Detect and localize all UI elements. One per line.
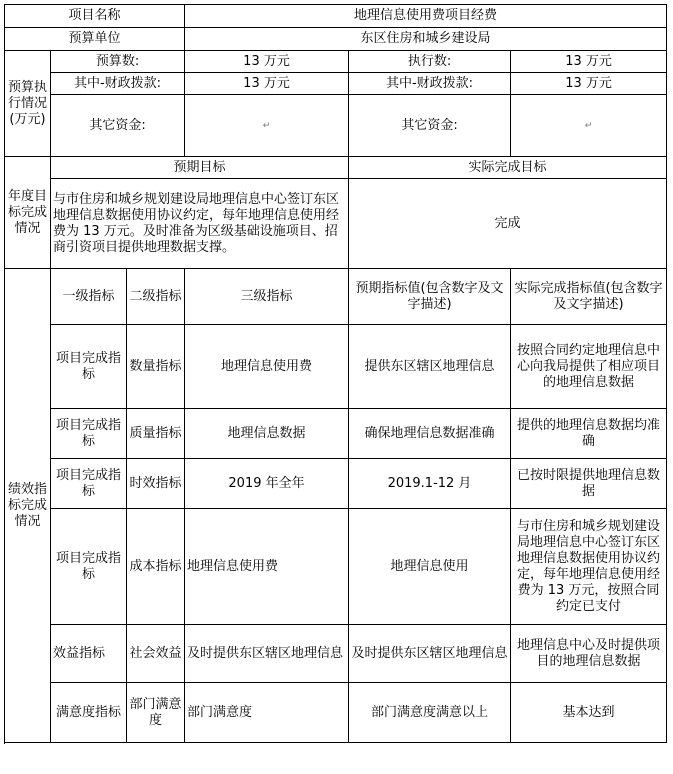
table-row-level2: 部门满意度 bbox=[127, 683, 185, 743]
table-row-level2: 时效指标 bbox=[127, 459, 185, 509]
table-row-expected: 确保地理信息数据准确 bbox=[349, 409, 511, 459]
budget-unit-label: 预算单位 bbox=[5, 28, 185, 51]
actual-goal-text: 完成 bbox=[349, 179, 667, 269]
budget-fiscal-label: 其中-财政拨款: bbox=[51, 73, 185, 95]
table-row-level1: 项目完成指标 bbox=[51, 459, 127, 509]
table-row-level1: 效益指标 bbox=[51, 625, 127, 683]
table-row-level3: 地理信息使用费 bbox=[185, 509, 349, 625]
table-row-level1: 满意度指标 bbox=[51, 683, 127, 743]
table-row-level2: 社会效益 bbox=[127, 625, 185, 683]
project-name-value: 地理信息使用费项目经费 bbox=[185, 5, 667, 28]
project-name-label: 项目名称 bbox=[5, 5, 185, 28]
table-row-actual: 已按时限提供地理信息数据 bbox=[511, 459, 667, 509]
executed-other-funds-label: 其它资金: bbox=[349, 95, 511, 157]
table-row-level3: 2019 年全年 bbox=[185, 459, 349, 509]
table-row-actual: 基本达到 bbox=[511, 683, 667, 743]
executed-fiscal-value: 13 万元 bbox=[511, 73, 667, 95]
executed-fiscal-label: 其中-财政拨款: bbox=[349, 73, 511, 95]
budget-other-funds-value: ↵ bbox=[185, 95, 349, 157]
expected-value-header: 预期指标值(包含数字及文字描述) bbox=[349, 269, 511, 325]
expected-goal-header: 预期目标 bbox=[51, 157, 349, 179]
table-row-expected: 及时提供东区辖区地理信息 bbox=[349, 625, 511, 683]
budget-amount-value: 13 万元 bbox=[185, 51, 349, 73]
table-row-level3: 部门满意度 bbox=[185, 683, 349, 743]
level1-header: 一级指标 bbox=[51, 269, 127, 325]
annual-goal-section-label: 年度目标完成情况 bbox=[5, 157, 51, 269]
table-row-level1: 项目完成指标 bbox=[51, 325, 127, 409]
table-row-level2: 成本指标 bbox=[127, 509, 185, 625]
table-row-level1: 项目完成指标 bbox=[51, 409, 127, 459]
table-row-actual: 按照合同约定地理信息中心向我局提供了相应项目的地理信息数据 bbox=[511, 325, 667, 409]
budget-fiscal-value: 13 万元 bbox=[185, 73, 349, 95]
executed-other-funds-value: ↵ bbox=[511, 95, 667, 157]
table-row-actual: 提供的地理信息数据均准确 bbox=[511, 409, 667, 459]
performance-table bbox=[4, 4, 667, 743]
table-row-expected: 提供东区辖区地理信息 bbox=[349, 325, 511, 409]
expected-goal-text: 与市住房和城乡规划建设局地理信息中心签订东区地理信息数据使用协议约定，每年地理信息使用经费为 13 万元。及时准备为区级基础设施项目、招商引资项目提供地理数据支撑。 bbox=[51, 179, 349, 269]
table-row-actual: 与市住房和城乡规划建设局地理信息中心签订东区地理信息数据使用协议约定，每年地理信息使用经费为 13 万元，按照合同约定已支付 bbox=[511, 509, 667, 625]
table-row-level3: 及时提供东区辖区地理信息 bbox=[185, 625, 349, 683]
table-row-level2: 质量指标 bbox=[127, 409, 185, 459]
budget-unit-value: 东区住房和城乡建设局 bbox=[185, 28, 667, 51]
table-row-expected: 2019.1-12 月 bbox=[349, 459, 511, 509]
table-row-level3: 地理信息数据 bbox=[185, 409, 349, 459]
budget-other-funds-label: 其它资金: bbox=[51, 95, 185, 157]
executed-amount-label: 执行数: bbox=[349, 51, 511, 73]
table-row-expected: 部门满意度满意以上 bbox=[349, 683, 511, 743]
level3-header: 三级指标 bbox=[185, 269, 349, 325]
table-row-level2: 数量指标 bbox=[127, 325, 185, 409]
budget-execution-section-label: 预算执行情况(万元) bbox=[5, 51, 51, 157]
actual-value-header: 实际完成指标值(包含数字及文字描述) bbox=[511, 269, 667, 325]
table-row-level1: 项目完成指标 bbox=[51, 509, 127, 625]
budget-amount-label: 预算数: bbox=[51, 51, 185, 73]
table-row-expected: 地理信息使用 bbox=[349, 509, 511, 625]
actual-goal-header: 实际完成目标 bbox=[349, 157, 667, 179]
performance-section-label: 绩效指标完成情况 bbox=[5, 269, 51, 743]
table-row-level3: 地理信息使用费 bbox=[185, 325, 349, 409]
level2-header: 二级指标 bbox=[127, 269, 185, 325]
executed-amount-value: 13 万元 bbox=[511, 51, 667, 73]
table-row-actual: 地理信息中心及时提供项目的地理信息数据 bbox=[511, 625, 667, 683]
